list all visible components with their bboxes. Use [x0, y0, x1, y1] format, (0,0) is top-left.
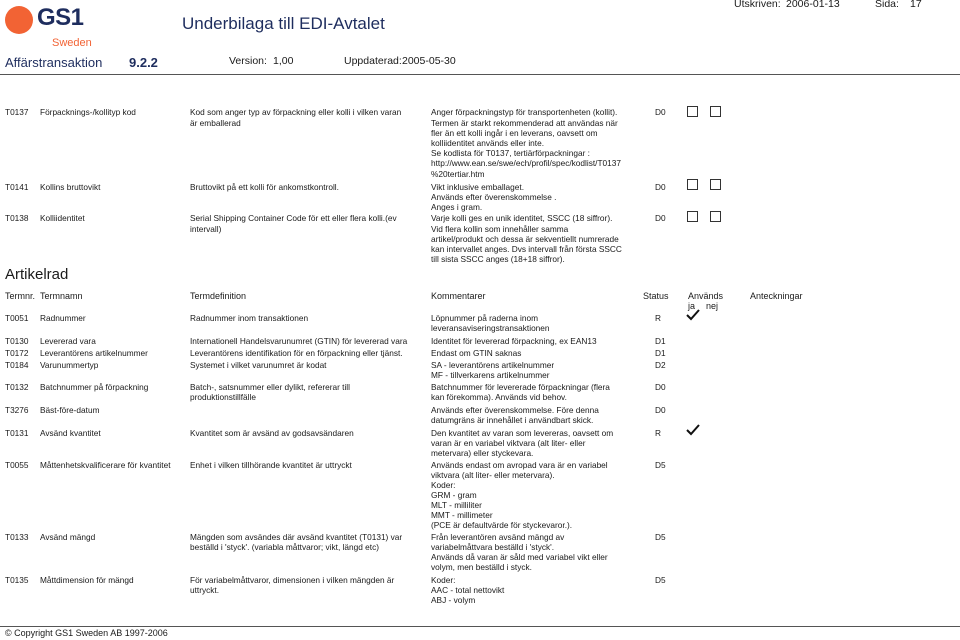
name: Avsänd mängd — [40, 532, 96, 542]
def: Serial Shipping Container Code för ett eller flera kolli.(ev — [190, 213, 397, 223]
name: Måttenhetskvalificerare för kvantitet — [40, 460, 171, 470]
comment: Används endast om avropad vara är en variabel — [431, 460, 608, 470]
updated-value: 2005-05-30 — [402, 55, 456, 67]
comment: kan intervallet anges. Dvs intervall från första SSCC — [431, 244, 622, 254]
col-termnr: Termnr. — [5, 291, 36, 301]
comment: Vid flera kollin som innehåller samma — [431, 224, 569, 234]
logo-circle-icon — [5, 6, 33, 34]
code: T0184 — [5, 360, 29, 370]
name: Varunummertyp — [40, 360, 99, 370]
def: Internationell Handelsvarunumret (GTIN) för levererad vara — [190, 336, 408, 346]
status: D5 — [655, 575, 666, 585]
comment: Koder: — [431, 480, 456, 490]
comment: leveransaviseringstransaktionen — [431, 323, 550, 333]
comment: metervara) eller styckevara. — [431, 448, 534, 458]
def: uttryckt. — [190, 585, 220, 595]
comment: volym, men beställd i styck. — [431, 562, 532, 572]
name: Kolliidentitet — [40, 213, 85, 223]
comment: Vikt inklusive emballaget. — [431, 182, 525, 192]
comment: Löpnummer på raderna inom — [431, 313, 538, 323]
code: T0131 — [5, 428, 29, 438]
status: R — [655, 428, 661, 438]
comment: Varje kolli ges en unik identitet, SSCC (18 siffror). — [431, 213, 613, 223]
code: T0138 — [5, 213, 29, 223]
comment: Används efter överenskommelse. Före denna — [431, 405, 599, 415]
comment: Den kvantitet av varan som levereras, oavsett om — [431, 428, 614, 438]
comment: %20tertiar.htm — [431, 169, 485, 179]
code: T0172 — [5, 348, 29, 358]
status: D5 — [655, 532, 666, 542]
copyright: © Copyright GS1 Sweden AB 1997-2006 — [5, 628, 168, 638]
logo-text: GS1 — [37, 4, 84, 31]
printed-label: Utskriven: — [734, 0, 781, 10]
col-kommentarer: Kommentarer — [431, 291, 486, 301]
comment: (PCE är defaultvärde för styckevaror.). — [431, 520, 573, 530]
status: D5 — [655, 460, 666, 470]
nej-checkbox[interactable] — [710, 179, 721, 190]
updated-label: Uppdaterad: — [344, 55, 402, 67]
name: Radnummer — [40, 313, 86, 323]
code: T0135 — [5, 575, 29, 585]
def: produktionstillfälle — [190, 392, 256, 402]
def: För variabelmåttvaror, dimensionen i vilken mängden är — [190, 575, 395, 585]
col-nej: nej — [706, 301, 719, 311]
code: T0133 — [5, 532, 29, 542]
name: Måttdimension för mängd — [40, 575, 134, 585]
col-ja: ja — [688, 301, 696, 311]
footer-divider — [0, 626, 960, 627]
comment: ABJ - volym — [431, 595, 476, 605]
section-title: Artikelrad — [5, 266, 69, 283]
name: Batchnummer på förpackning — [40, 382, 149, 392]
status: D0 — [655, 107, 666, 117]
status: D2 — [655, 360, 666, 370]
comment: Endast om GTIN saknas — [431, 348, 522, 358]
comment: datumgräns är innehållet i användbart skick. — [431, 415, 594, 425]
comment: Från leverantören avsänd mängd av — [431, 532, 565, 542]
def: Systemet i vilket varunumret är kodat — [190, 360, 327, 370]
code: T0051 — [5, 313, 29, 323]
def: Leverantörens identifikation för en förpackning eller tjänst. — [190, 348, 403, 358]
comment: fler än ett kolli ingår i en leverans, oavsett om — [431, 128, 598, 138]
comment: Anger förpackningstyp för transportenheten (kollit). — [431, 107, 618, 117]
comment: Batchnummer för levererade förpackningar (flera — [431, 382, 610, 392]
nej-checkbox[interactable] — [710, 106, 721, 117]
comment: Koder: — [431, 575, 456, 585]
logo-sub: Sweden — [52, 37, 92, 49]
comment: artikel/produkt och dessa är sekventiellt numrerade — [431, 234, 619, 244]
comment: till sista SSCC anges (18+18 siffror). — [431, 254, 565, 264]
comment: varan är en variabel viktvara (alt liter- eller — [431, 438, 586, 448]
def: är emballerad — [190, 118, 241, 128]
name: Kollins bruttovikt — [40, 182, 101, 192]
comment: Termen är starkt rekommenderad att användas när — [431, 118, 618, 128]
status: D1 — [655, 336, 666, 346]
status: D0 — [655, 382, 666, 392]
comment: MMT - millimeter — [431, 510, 493, 520]
col-anvands: Används — [688, 291, 724, 301]
def: Bruttovikt på ett kolli för ankomstkontroll. — [190, 182, 339, 192]
section-number: 9.2.2 — [129, 55, 158, 70]
col-anteckningar: Anteckningar — [750, 291, 803, 301]
comment: http://www.ean.se/swe/ech/profil/spec/kodlist/T0137 — [431, 158, 622, 168]
printed-value: 2006-01-13 — [786, 0, 840, 10]
def: Enhet i vilken tillhörande kvantitet är uttryckt — [190, 460, 352, 470]
section-label: Affärstransaktion — [5, 55, 103, 70]
comment: GRM - gram — [431, 490, 477, 500]
code: T0141 — [5, 182, 29, 192]
def: beställd i 'styck'. (variabla måttvaror; vikt, längd etc) — [190, 542, 379, 552]
ja-checkbox[interactable] — [687, 179, 698, 190]
name: Levererad vara — [40, 336, 96, 346]
status: R — [655, 313, 661, 323]
comment: AAC - total nettovikt — [431, 585, 505, 595]
status: D1 — [655, 348, 666, 358]
status: D0 — [655, 405, 666, 415]
version-label: Version: — [229, 55, 267, 67]
header-divider — [0, 74, 960, 75]
comment: Identitet för levererad förpackning, ex EAN13 — [431, 336, 597, 346]
comment: variabelmåttvara beställd i 'styck'. — [431, 542, 555, 552]
name: Leverantörens artikelnummer — [40, 348, 148, 358]
version-value: 1,00 — [273, 55, 294, 67]
def: intervall) — [190, 224, 222, 234]
name: Avsänd kvantitet — [40, 428, 101, 438]
comment: Anges i gram. — [431, 202, 483, 212]
code: T3276 — [5, 405, 29, 415]
def: Radnummer inom transaktionen — [190, 313, 309, 323]
comment: viktvara (alt liter- eller metervara). — [431, 470, 555, 480]
col-termdef: Termdefinition — [190, 291, 247, 301]
def: Mängden som avsändes där avsänd kvantitet (T0131) var — [190, 532, 403, 542]
ja-checkbox[interactable] — [687, 211, 698, 222]
page-value: 17 — [910, 0, 922, 10]
check-icon[interactable] — [686, 424, 700, 436]
comment: MLT - milliliter — [431, 500, 482, 510]
comment: kan förekomma). Används vid behov. — [431, 392, 567, 402]
def: Kvantitet som är avsänd av godsavsändaren — [190, 428, 354, 438]
comment: Se kodlista för T0137, tertiärförpackningar : — [431, 148, 590, 158]
comment: MF - tillverkarens artikelnummer — [431, 370, 550, 380]
status: D0 — [655, 213, 666, 223]
check-icon[interactable] — [686, 309, 700, 321]
comment: kolliidentitet används eller inte. — [431, 138, 544, 148]
ja-checkbox[interactable] — [687, 106, 698, 117]
comment: Används då varan är såld med variabel vikt eller — [431, 552, 608, 562]
col-status: Status — [643, 291, 669, 301]
comment: Används efter överenskommelse . — [431, 192, 557, 202]
code: T0132 — [5, 382, 29, 392]
document-title: Underbilaga till EDI-Avtalet — [182, 14, 385, 33]
comment: SA - leverantörens artikelnummer — [431, 360, 555, 370]
nej-checkbox[interactable] — [710, 211, 721, 222]
code: T0137 — [5, 107, 29, 117]
def: Kod som anger typ av förpackning eller kolli i vilken varan — [190, 107, 402, 117]
def: Batch-, satsnummer eller dylikt, refererar till — [190, 382, 350, 392]
status: D0 — [655, 182, 666, 192]
name: Förpacknings-/kollityp kod — [40, 107, 136, 117]
name: Bäst-före-datum — [40, 405, 100, 415]
col-termnamn: Termnamn — [40, 291, 83, 301]
code: T0130 — [5, 336, 29, 346]
code: T0055 — [5, 460, 29, 470]
page-label: Sida: — [875, 0, 899, 10]
